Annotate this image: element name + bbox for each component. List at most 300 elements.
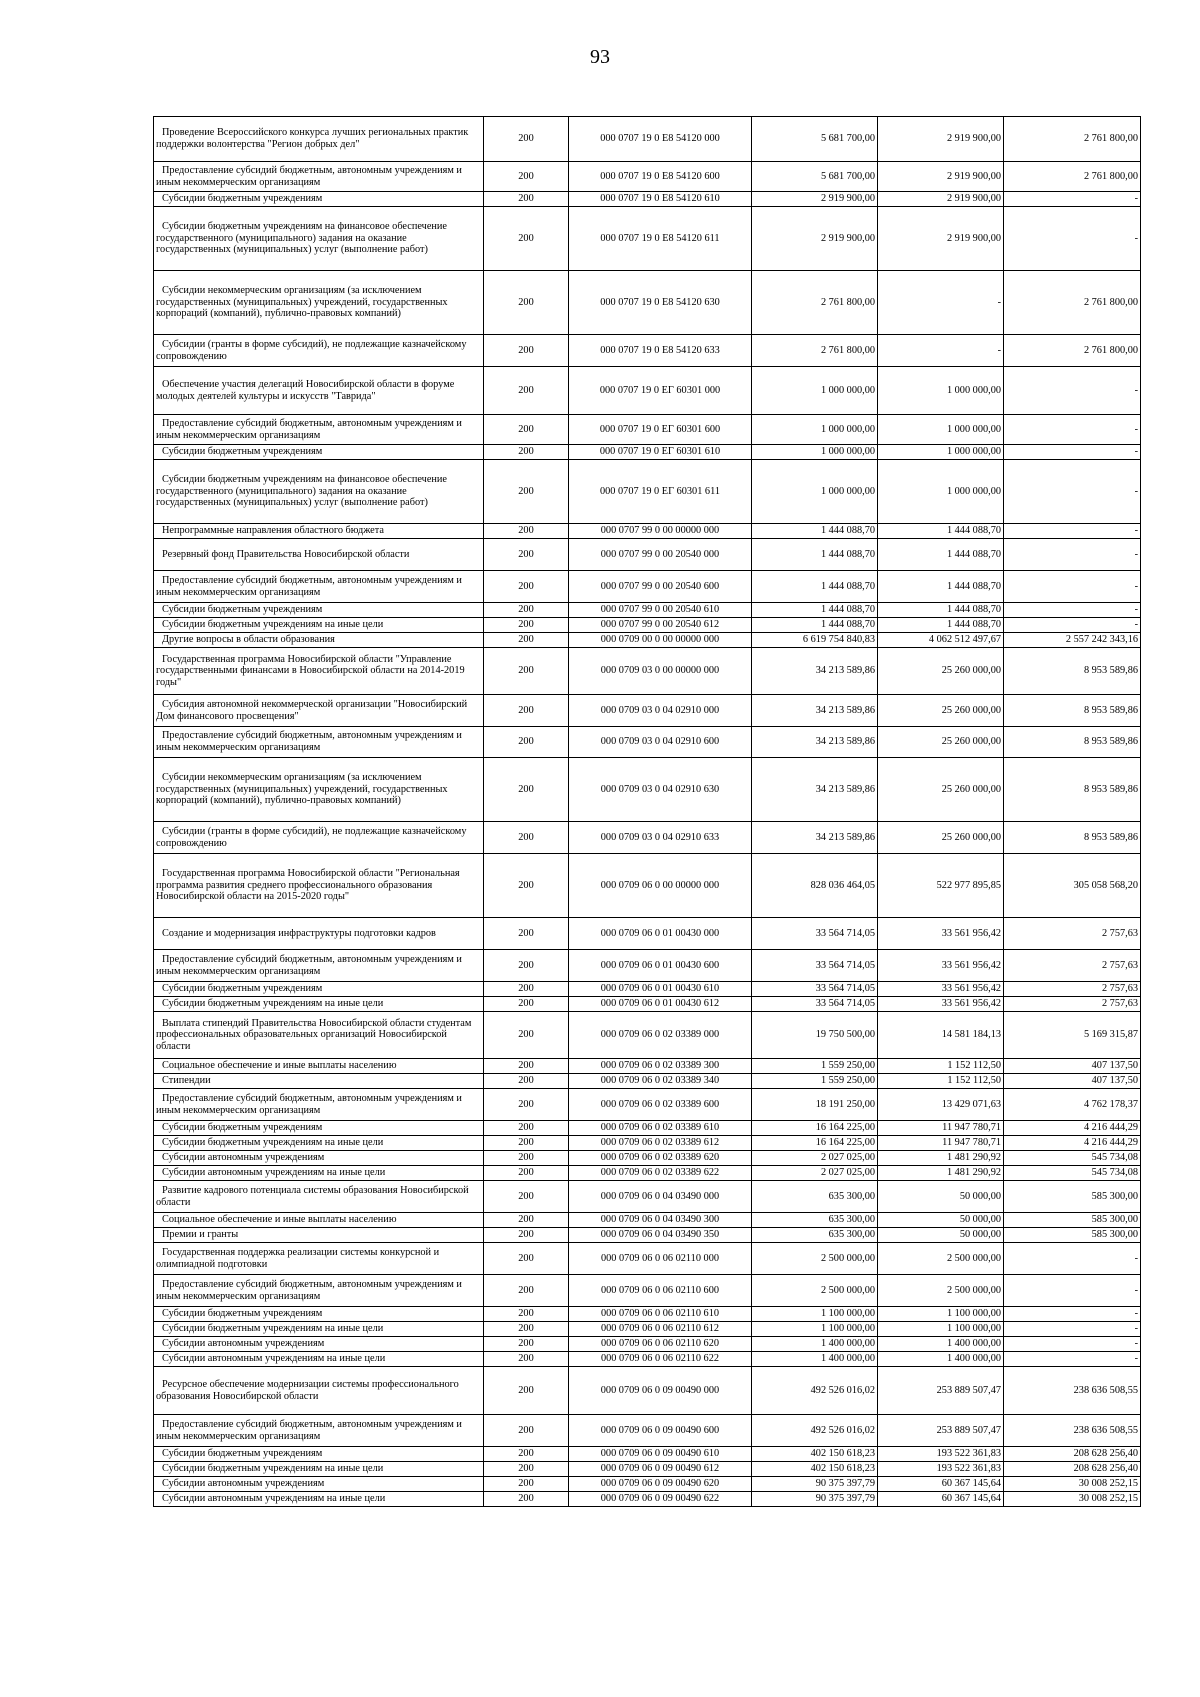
admin-code-cell: 200	[484, 822, 569, 854]
expense-name-cell: Государственная поддержка реализации системы конкурсной и олимпиадной подготовки	[154, 1243, 484, 1275]
table-row	[154, 207, 1141, 271]
expense-name-cell: Субсидии автономным учреждениям	[154, 1151, 484, 1166]
amount-total-cell: 828 036 464,05	[752, 854, 878, 918]
amount-regional-cell: -	[1004, 524, 1141, 539]
admin-code-cell: 200	[484, 1275, 569, 1307]
amount-federal-cell: 253 889 507,47	[878, 1367, 1004, 1415]
amount-regional-cell: 238 636 508,55	[1004, 1367, 1141, 1415]
amount-federal-cell: 1 481 290,92	[878, 1151, 1004, 1166]
admin-code-cell: 200	[484, 539, 569, 571]
amount-federal-cell: 60 367 145,64	[878, 1492, 1004, 1507]
expense-name-cell: Предоставление субсидий бюджетным, автономным учреждениям и иным некоммерческим организациям	[154, 415, 484, 445]
budget-code-cell: 000 0709 06 0 02 03389 300	[569, 1059, 752, 1074]
admin-code-cell: 200	[484, 633, 569, 648]
table-row	[154, 727, 1141, 758]
expense-name-cell: Субсидии некоммерческим организациям (за исключением государственных (муниципальных) учреждений, государственных корпораций (компаний), публично-правовых компаний)	[154, 271, 484, 335]
amount-total-cell: 2 500 000,00	[752, 1275, 878, 1307]
table-row	[154, 1166, 1141, 1181]
budget-code-cell: 000 0709 03 0 04 02910 600	[569, 727, 752, 758]
admin-code-cell: 200	[484, 603, 569, 618]
budget-code-cell: 000 0709 03 0 04 02910 633	[569, 822, 752, 854]
expense-name-cell: Предоставление субсидий бюджетным, автономным учреждениям и иным некоммерческим организациям	[154, 950, 484, 982]
expense-name-cell: Субсидии бюджетным учреждениям	[154, 1307, 484, 1322]
table-row	[154, 758, 1141, 822]
amount-total-cell: 1 400 000,00	[752, 1352, 878, 1367]
admin-code-cell: 200	[484, 192, 569, 207]
table-row	[154, 1322, 1141, 1337]
admin-code-cell: 200	[484, 1307, 569, 1322]
admin-code-cell: 200	[484, 117, 569, 162]
expense-name-cell: Субсидии автономным учреждениям на иные цели	[154, 1352, 484, 1367]
admin-code-cell: 200	[484, 460, 569, 524]
amount-total-cell: 635 300,00	[752, 1213, 878, 1228]
table-row	[154, 822, 1141, 854]
budget-code-cell: 000 0709 00 0 00 00000 000	[569, 633, 752, 648]
amount-regional-cell: -	[1004, 571, 1141, 603]
admin-code-cell: 200	[484, 1447, 569, 1462]
amount-regional-cell: -	[1004, 603, 1141, 618]
amount-federal-cell: 193 522 361,83	[878, 1462, 1004, 1477]
amount-regional-cell: 407 137,50	[1004, 1059, 1141, 1074]
table-row	[154, 1477, 1141, 1492]
amount-regional-cell: 8 953 589,86	[1004, 758, 1141, 822]
table-row	[154, 367, 1141, 415]
expense-name-cell: Предоставление субсидий бюджетным, автономным учреждениям и иным некоммерческим организациям	[154, 1089, 484, 1121]
budget-code-cell: 000 0709 06 0 06 02110 620	[569, 1337, 752, 1352]
amount-total-cell: 18 191 250,00	[752, 1089, 878, 1121]
expense-name-cell: Социальное обеспечение и иные выплаты населению	[154, 1213, 484, 1228]
expense-name-cell: Социальное обеспечение и иные выплаты населению	[154, 1059, 484, 1074]
amount-regional-cell: -	[1004, 460, 1141, 524]
expense-name-cell: Субсидии бюджетным учреждениям	[154, 982, 484, 997]
amount-federal-cell: 50 000,00	[878, 1181, 1004, 1213]
budget-code-cell: 000 0709 06 0 02 03389 612	[569, 1136, 752, 1151]
table-row	[154, 950, 1141, 982]
expense-name-cell: Субсидии автономным учреждениям	[154, 1337, 484, 1352]
expense-name-cell: Стипендии	[154, 1074, 484, 1089]
amount-regional-cell: 2 757,63	[1004, 950, 1141, 982]
amount-federal-cell: 2 919 900,00	[878, 192, 1004, 207]
amount-total-cell: 1 000 000,00	[752, 460, 878, 524]
table-row	[154, 1337, 1141, 1352]
table-row	[154, 982, 1141, 997]
budget-code-cell: 000 0709 03 0 04 02910 630	[569, 758, 752, 822]
amount-total-cell: 1 559 250,00	[752, 1059, 878, 1074]
amount-regional-cell: 2 557 242 343,16	[1004, 633, 1141, 648]
amount-regional-cell: -	[1004, 1307, 1141, 1322]
amount-federal-cell: 33 561 956,42	[878, 950, 1004, 982]
amount-regional-cell: 585 300,00	[1004, 1213, 1141, 1228]
expense-name-cell: Субсидии автономным учреждениям на иные цели	[154, 1492, 484, 1507]
amount-federal-cell: 33 561 956,42	[878, 997, 1004, 1012]
admin-code-cell: 200	[484, 918, 569, 950]
amount-total-cell: 6 619 754 840,83	[752, 633, 878, 648]
amount-regional-cell: 2 761 800,00	[1004, 117, 1141, 162]
admin-code-cell: 200	[484, 1074, 569, 1089]
amount-total-cell: 2 919 900,00	[752, 192, 878, 207]
table-row	[154, 539, 1141, 571]
budget-code-cell: 000 0709 06 0 06 02110 600	[569, 1275, 752, 1307]
amount-total-cell: 19 750 500,00	[752, 1012, 878, 1059]
budget-code-cell: 000 0709 06 0 00 00000 000	[569, 854, 752, 918]
page-number: 93	[590, 46, 610, 68]
amount-regional-cell: 305 058 568,20	[1004, 854, 1141, 918]
amount-federal-cell: 60 367 145,64	[878, 1477, 1004, 1492]
amount-federal-cell: 25 260 000,00	[878, 648, 1004, 695]
admin-code-cell: 200	[484, 1367, 569, 1415]
amount-regional-cell: 8 953 589,86	[1004, 695, 1141, 727]
table-row	[154, 1352, 1141, 1367]
amount-total-cell: 492 526 016,02	[752, 1367, 878, 1415]
amount-regional-cell: 208 628 256,40	[1004, 1462, 1141, 1477]
table-row	[154, 1151, 1141, 1166]
amount-federal-cell: 25 260 000,00	[878, 727, 1004, 758]
table-row	[154, 335, 1141, 367]
amount-total-cell: 34 213 589,86	[752, 758, 878, 822]
amount-total-cell: 1 444 088,70	[752, 539, 878, 571]
table-row	[154, 524, 1141, 539]
expense-name-cell: Проведение Всероссийского конкурса лучших региональных практик поддержки волонтерства "Регион добрых дел"	[154, 117, 484, 162]
amount-federal-cell: 1 444 088,70	[878, 571, 1004, 603]
budget-code-cell: 000 0709 06 0 02 03389 622	[569, 1166, 752, 1181]
expense-name-cell: Субсидии бюджетным учреждениям	[154, 192, 484, 207]
table-row	[154, 1089, 1141, 1121]
expense-name-cell: Субсидии бюджетным учреждениям на финансовое обеспечение государственного (муниципального) задания на оказание государственных (муниципальных) услуг (выполнение работ)	[154, 207, 484, 271]
table-row	[154, 1181, 1141, 1213]
admin-code-cell: 200	[484, 997, 569, 1012]
admin-code-cell: 200	[484, 1213, 569, 1228]
amount-federal-cell: 1 444 088,70	[878, 539, 1004, 571]
amount-total-cell: 2 027 025,00	[752, 1151, 878, 1166]
budget-code-cell: 000 0709 06 0 09 00490 000	[569, 1367, 752, 1415]
expense-name-cell: Субсидии бюджетным учреждениям	[154, 603, 484, 618]
amount-federal-cell: 4 062 512 497,67	[878, 633, 1004, 648]
budget-code-cell: 000 0707 19 0 E8 54120 630	[569, 271, 752, 335]
table-row	[154, 997, 1141, 1012]
amount-federal-cell: 1 152 112,50	[878, 1059, 1004, 1074]
amount-federal-cell: 1 444 088,70	[878, 618, 1004, 633]
budget-code-cell: 000 0709 06 0 06 02110 610	[569, 1307, 752, 1322]
budget-code-cell: 000 0709 06 0 04 03490 000	[569, 1181, 752, 1213]
amount-total-cell: 1 000 000,00	[752, 367, 878, 415]
amount-federal-cell: 11 947 780,71	[878, 1121, 1004, 1136]
budget-code-cell: 000 0709 06 0 09 00490 600	[569, 1415, 752, 1447]
admin-code-cell: 200	[484, 335, 569, 367]
amount-federal-cell: 1 000 000,00	[878, 415, 1004, 445]
admin-code-cell: 200	[484, 1352, 569, 1367]
admin-code-cell: 200	[484, 695, 569, 727]
amount-total-cell: 33 564 714,05	[752, 982, 878, 997]
table-row	[154, 854, 1141, 918]
amount-federal-cell: 33 561 956,42	[878, 918, 1004, 950]
amount-federal-cell: 1 400 000,00	[878, 1352, 1004, 1367]
amount-federal-cell: 25 260 000,00	[878, 695, 1004, 727]
amount-regional-cell: 5 169 315,87	[1004, 1012, 1141, 1059]
amount-total-cell: 90 375 397,79	[752, 1492, 878, 1507]
expense-name-cell: Субсидии бюджетным учреждениям на иные цели	[154, 997, 484, 1012]
admin-code-cell: 200	[484, 524, 569, 539]
budget-code-cell: 000 0707 19 0 E8 54120 633	[569, 335, 752, 367]
admin-code-cell: 200	[484, 1059, 569, 1074]
amount-regional-cell: -	[1004, 1322, 1141, 1337]
expense-name-cell: Субсидии бюджетным учреждениям	[154, 445, 484, 460]
admin-code-cell: 200	[484, 1415, 569, 1447]
table-row	[154, 918, 1141, 950]
amount-regional-cell: 8 953 589,86	[1004, 648, 1141, 695]
table-row	[154, 1121, 1141, 1136]
table-row	[154, 1228, 1141, 1243]
expense-name-cell: Другие вопросы в области образования	[154, 633, 484, 648]
budget-code-cell: 000 0709 06 0 01 00430 600	[569, 950, 752, 982]
amount-total-cell: 2 919 900,00	[752, 207, 878, 271]
amount-total-cell: 90 375 397,79	[752, 1477, 878, 1492]
admin-code-cell: 200	[484, 1322, 569, 1337]
budget-code-cell: 000 0707 19 0 E8 54120 000	[569, 117, 752, 162]
amount-regional-cell: 545 734,08	[1004, 1166, 1141, 1181]
budget-code-cell: 000 0709 06 0 04 03490 300	[569, 1213, 752, 1228]
expense-name-cell: Государственная программа Новосибирской области "Региональная программа развития среднего профессионального образования Новосибирской области на 2015-2020 годы"	[154, 854, 484, 918]
admin-code-cell: 200	[484, 727, 569, 758]
amount-regional-cell: 2 757,63	[1004, 982, 1141, 997]
table-row	[154, 1275, 1141, 1307]
amount-regional-cell: 2 761 800,00	[1004, 335, 1141, 367]
expense-name-cell: Обеспечение участия делегаций Новосибирской области в форуме молодых деятелей культуры и искусств "Таврида"	[154, 367, 484, 415]
table-row	[154, 618, 1141, 633]
budget-code-cell: 000 0709 03 0 04 02910 000	[569, 695, 752, 727]
budget-code-cell: 000 0709 06 0 09 00490 620	[569, 1477, 752, 1492]
budget-code-cell: 000 0709 06 0 06 02110 612	[569, 1322, 752, 1337]
table-row	[154, 445, 1141, 460]
amount-federal-cell: 50 000,00	[878, 1213, 1004, 1228]
budget-code-cell: 000 0709 06 0 06 02110 000	[569, 1243, 752, 1275]
expense-name-cell: Субсидии бюджетным учреждениям на иные цели	[154, 1322, 484, 1337]
expense-name-cell: Субсидии бюджетным учреждениям	[154, 1447, 484, 1462]
amount-federal-cell: 25 260 000,00	[878, 758, 1004, 822]
admin-code-cell: 200	[484, 1228, 569, 1243]
amount-total-cell: 1 444 088,70	[752, 571, 878, 603]
admin-code-cell: 200	[484, 1012, 569, 1059]
table-row	[154, 1492, 1141, 1507]
amount-regional-cell: 4 762 178,37	[1004, 1089, 1141, 1121]
amount-federal-cell: 253 889 507,47	[878, 1415, 1004, 1447]
amount-regional-cell: -	[1004, 1352, 1141, 1367]
amount-total-cell: 1 444 088,70	[752, 603, 878, 618]
table-row	[154, 192, 1141, 207]
expense-name-cell: Предоставление субсидий бюджетным, автономным учреждениям и иным некоммерческим организациям	[154, 1415, 484, 1447]
admin-code-cell: 200	[484, 982, 569, 997]
admin-code-cell: 200	[484, 162, 569, 192]
expense-name-cell: Субсидии некоммерческим организациям (за исключением государственных (муниципальных) учреждений, государственных корпораций (компаний), публично-правовых компаний)	[154, 758, 484, 822]
expense-name-cell: Премии и гранты	[154, 1228, 484, 1243]
amount-federal-cell: -	[878, 271, 1004, 335]
admin-code-cell: 200	[484, 367, 569, 415]
table-row	[154, 571, 1141, 603]
amount-total-cell: 1 400 000,00	[752, 1337, 878, 1352]
admin-code-cell: 200	[484, 1477, 569, 1492]
table-row	[154, 415, 1141, 445]
budget-code-cell: 000 0707 99 0 00 20540 600	[569, 571, 752, 603]
budget-code-cell: 000 0707 19 0 E8 54120 600	[569, 162, 752, 192]
admin-code-cell: 200	[484, 1166, 569, 1181]
amount-regional-cell: 407 137,50	[1004, 1074, 1141, 1089]
budget-code-cell: 000 0709 06 0 01 00430 610	[569, 982, 752, 997]
budget-code-cell: 000 0707 99 0 00 20540 000	[569, 539, 752, 571]
budget-code-cell: 000 0709 06 0 01 00430 612	[569, 997, 752, 1012]
admin-code-cell: 200	[484, 1089, 569, 1121]
expense-name-cell: Предоставление субсидий бюджетным, автономным учреждениям и иным некоммерческим организациям	[154, 727, 484, 758]
table-row	[154, 1243, 1141, 1275]
amount-federal-cell: 1 100 000,00	[878, 1322, 1004, 1337]
budget-code-cell: 000 0707 19 0 EГ 60301 000	[569, 367, 752, 415]
admin-code-cell: 200	[484, 1243, 569, 1275]
amount-total-cell: 402 150 618,23	[752, 1447, 878, 1462]
admin-code-cell: 200	[484, 618, 569, 633]
admin-code-cell: 200	[484, 415, 569, 445]
amount-total-cell: 1 100 000,00	[752, 1322, 878, 1337]
budget-code-cell: 000 0709 06 0 02 03389 000	[569, 1012, 752, 1059]
expense-name-cell: Субсидии бюджетным учреждениям на иные цели	[154, 1462, 484, 1477]
expense-name-cell: Субсидии бюджетным учреждениям на иные цели	[154, 1136, 484, 1151]
amount-total-cell: 2 027 025,00	[752, 1166, 878, 1181]
amount-regional-cell: -	[1004, 367, 1141, 415]
expense-name-cell: Субсидия автономной некоммерческой организации "Новосибирский Дом финансового просвещения"	[154, 695, 484, 727]
expense-name-cell: Субсидии (гранты в форме субсидий), не подлежащие казначейскому сопровождению	[154, 822, 484, 854]
table-row	[154, 1074, 1141, 1089]
amount-total-cell: 1 000 000,00	[752, 445, 878, 460]
admin-code-cell: 200	[484, 854, 569, 918]
amount-total-cell: 1 100 000,00	[752, 1307, 878, 1322]
expense-name-cell: Субсидии бюджетным учреждениям на финансовое обеспечение государственного (муниципального) задания на оказание государственных (муниципальных) услуг (выполнение работ)	[154, 460, 484, 524]
amount-federal-cell: 2 919 900,00	[878, 162, 1004, 192]
amount-regional-cell: -	[1004, 1337, 1141, 1352]
admin-code-cell: 200	[484, 1337, 569, 1352]
amount-regional-cell: 4 216 444,29	[1004, 1136, 1141, 1151]
budget-code-cell: 000 0707 19 0 E8 54120 611	[569, 207, 752, 271]
expense-name-cell: Непрограммные направления областного бюджета	[154, 524, 484, 539]
amount-regional-cell: 2 761 800,00	[1004, 162, 1141, 192]
budget-code-cell: 000 0707 99 0 00 20540 612	[569, 618, 752, 633]
amount-regional-cell: 30 008 252,15	[1004, 1492, 1141, 1507]
table-row	[154, 460, 1141, 524]
amount-total-cell: 34 213 589,86	[752, 727, 878, 758]
admin-code-cell: 200	[484, 648, 569, 695]
amount-total-cell: 635 300,00	[752, 1228, 878, 1243]
expense-name-cell: Предоставление субсидий бюджетным, автономным учреждениям и иным некоммерческим организациям	[154, 571, 484, 603]
budget-code-cell: 000 0709 06 0 04 03490 350	[569, 1228, 752, 1243]
expense-name-cell: Предоставление субсидий бюджетным, автономным учреждениям и иным некоммерческим организациям	[154, 162, 484, 192]
admin-code-cell: 200	[484, 950, 569, 982]
amount-regional-cell: -	[1004, 1243, 1141, 1275]
expense-name-cell: Субсидии бюджетным учреждениям	[154, 1121, 484, 1136]
budget-code-cell: 000 0709 06 0 02 03389 340	[569, 1074, 752, 1089]
expense-name-cell: Субсидии (гранты в форме субсидий), не подлежащие казначейскому сопровождению	[154, 335, 484, 367]
amount-regional-cell: 545 734,08	[1004, 1151, 1141, 1166]
amount-total-cell: 34 213 589,86	[752, 695, 878, 727]
expense-name-cell: Государственная программа Новосибирской области "Управление государственными финансами в Новосибирской области на 2014-2019 годы"	[154, 648, 484, 695]
amount-regional-cell: 8 953 589,86	[1004, 822, 1141, 854]
expense-name-cell: Резервный фонд Правительства Новосибирской области	[154, 539, 484, 571]
table-row	[154, 648, 1141, 695]
budget-table	[153, 116, 1141, 1507]
amount-regional-cell: 585 300,00	[1004, 1181, 1141, 1213]
amount-total-cell: 402 150 618,23	[752, 1462, 878, 1477]
amount-total-cell: 33 564 714,05	[752, 997, 878, 1012]
amount-total-cell: 16 164 225,00	[752, 1121, 878, 1136]
admin-code-cell: 200	[484, 271, 569, 335]
budget-code-cell: 000 0707 99 0 00 20540 610	[569, 603, 752, 618]
amount-regional-cell: 30 008 252,15	[1004, 1477, 1141, 1492]
table-row	[154, 271, 1141, 335]
admin-code-cell: 200	[484, 207, 569, 271]
amount-regional-cell: -	[1004, 1275, 1141, 1307]
amount-federal-cell: 2 919 900,00	[878, 117, 1004, 162]
amount-regional-cell: 2 757,63	[1004, 997, 1141, 1012]
amount-federal-cell: 13 429 071,63	[878, 1089, 1004, 1121]
expense-name-cell: Субсидии автономным учреждениям на иные цели	[154, 1166, 484, 1181]
amount-regional-cell: -	[1004, 192, 1141, 207]
amount-regional-cell: -	[1004, 539, 1141, 571]
admin-code-cell: 200	[484, 1151, 569, 1166]
table-row	[154, 1136, 1141, 1151]
admin-code-cell: 200	[484, 571, 569, 603]
amount-federal-cell: 33 561 956,42	[878, 982, 1004, 997]
amount-federal-cell: 14 581 184,13	[878, 1012, 1004, 1059]
table-row	[154, 603, 1141, 618]
admin-code-cell: 200	[484, 1181, 569, 1213]
amount-total-cell: 1 559 250,00	[752, 1074, 878, 1089]
admin-code-cell: 200	[484, 1136, 569, 1151]
table-row	[154, 1307, 1141, 1322]
amount-federal-cell: 1 400 000,00	[878, 1337, 1004, 1352]
amount-federal-cell: 1 100 000,00	[878, 1307, 1004, 1322]
amount-regional-cell: -	[1004, 445, 1141, 460]
admin-code-cell: 200	[484, 758, 569, 822]
budget-code-cell: 000 0709 06 0 02 03389 600	[569, 1089, 752, 1121]
budget-code-cell: 000 0709 06 0 02 03389 620	[569, 1151, 752, 1166]
amount-federal-cell: 1 481 290,92	[878, 1166, 1004, 1181]
budget-code-cell: 000 0709 06 0 01 00430 000	[569, 918, 752, 950]
amount-regional-cell: 4 216 444,29	[1004, 1121, 1141, 1136]
amount-federal-cell: 2 500 000,00	[878, 1275, 1004, 1307]
amount-federal-cell: 11 947 780,71	[878, 1136, 1004, 1151]
amount-federal-cell: 193 522 361,83	[878, 1447, 1004, 1462]
amount-total-cell: 33 564 714,05	[752, 918, 878, 950]
admin-code-cell: 200	[484, 1462, 569, 1477]
budget-code-cell: 000 0709 06 0 09 00490 622	[569, 1492, 752, 1507]
amount-total-cell: 34 213 589,86	[752, 648, 878, 695]
table-row	[154, 633, 1141, 648]
admin-code-cell: 200	[484, 445, 569, 460]
budget-code-cell: 000 0707 19 0 EГ 60301 611	[569, 460, 752, 524]
table-row	[154, 1213, 1141, 1228]
expense-name-cell: Создание и модернизация инфраструктуры подготовки кадров	[154, 918, 484, 950]
table-row	[154, 1447, 1141, 1462]
budget-code-cell: 000 0707 19 0 EГ 60301 600	[569, 415, 752, 445]
amount-federal-cell: 1 152 112,50	[878, 1074, 1004, 1089]
amount-regional-cell: 238 636 508,55	[1004, 1415, 1141, 1447]
budget-code-cell: 000 0709 06 0 09 00490 610	[569, 1447, 752, 1462]
amount-regional-cell: 585 300,00	[1004, 1228, 1141, 1243]
amount-regional-cell: 8 953 589,86	[1004, 727, 1141, 758]
table-row	[154, 162, 1141, 192]
expense-name-cell: Субсидии автономным учреждениям	[154, 1477, 484, 1492]
amount-total-cell: 635 300,00	[752, 1181, 878, 1213]
amount-federal-cell: 1 000 000,00	[878, 367, 1004, 415]
amount-federal-cell: -	[878, 335, 1004, 367]
amount-total-cell: 2 761 800,00	[752, 335, 878, 367]
amount-federal-cell: 1 000 000,00	[878, 460, 1004, 524]
amount-total-cell: 492 526 016,02	[752, 1415, 878, 1447]
